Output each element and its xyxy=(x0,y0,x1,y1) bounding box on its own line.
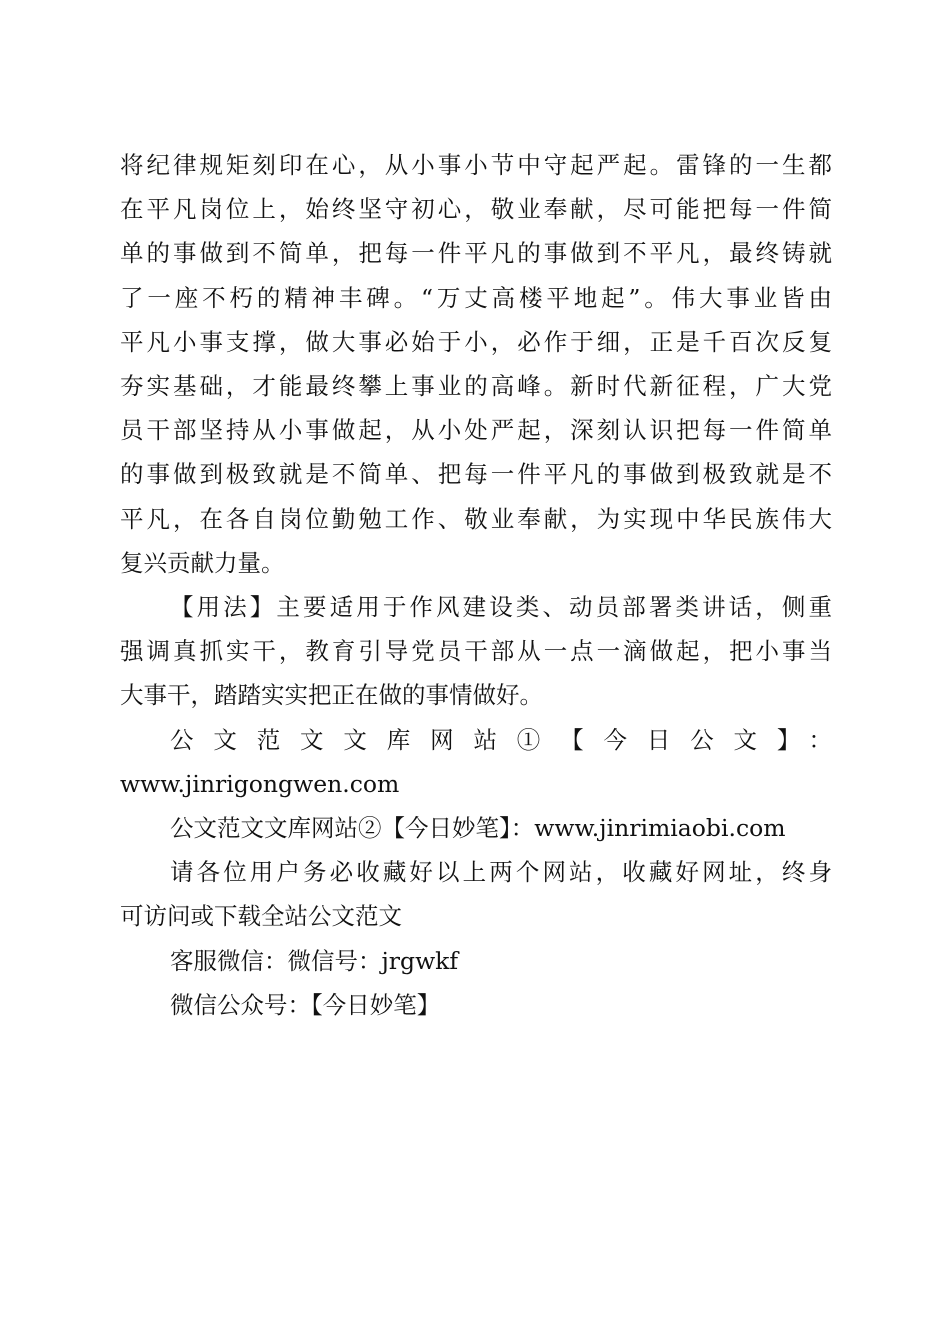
paragraph-line: 平凡小事支撑，做大事必始于小，必作于细，正是千百次反复 xyxy=(120,327,832,356)
notice-paragraph xyxy=(120,850,832,938)
paragraph-line: 了一座不朽的精神丰碑。“万丈高楼平地起”。伟大事业皆由 xyxy=(120,283,832,312)
paragraph-line: 的事做到极致就是不简单、把每一件平凡的事做到极致就是不 xyxy=(120,460,832,489)
paragraph-line: 平凡，在各自岗位勤勉工作、敬业奉献，为实现中华民族伟大 xyxy=(120,504,832,533)
site-two: 公文范文文库网站②【今日妙笔】：www.jinrimiaobi.com xyxy=(170,814,786,843)
paragraph-line: 强调真抓实干，教育引导党员干部从一点一滴做起，把小事当 xyxy=(120,637,832,666)
paragraph-line: 员干部坚持从小事做起，从小处严起，深刻认识把每一件简单 xyxy=(120,416,832,445)
paragraph-line: 可访问或下载全站公文范文 xyxy=(120,902,402,931)
paragraph-line: 请各位用户务必收藏好以上两个网站，收藏好网址，终身 xyxy=(170,858,832,887)
paragraph-line: 单的事做到不简单，把每一件平凡的事做到不平凡，最终铸就 xyxy=(120,239,832,268)
body-paragraph xyxy=(120,143,832,585)
site-one-url: www.jinrigongwen.com xyxy=(120,769,400,798)
paragraph-line: 在平凡岗位上，始终坚守初心，敬业奉献，尽可能把每一件简 xyxy=(120,195,832,224)
site-one-label: 公文范文文库网站①【今日公文】： xyxy=(170,725,832,754)
wechat-official: 微信公众号：【今日妙笔】 xyxy=(170,990,441,1019)
paragraph-line: 复兴贡献力量。 xyxy=(120,548,285,577)
paragraph-line: 夯实基础，才能最终攀上事业的高峰。新时代新征程，广大党 xyxy=(120,372,832,401)
wechat-service: 客服微信：微信号：jrgwkf xyxy=(170,946,459,975)
document-body xyxy=(120,143,832,1027)
paragraph-line: 大事干，踏踏实实把正在做的事情做好。 xyxy=(120,681,543,710)
paragraph-line: 【用法】主要适用于作风建设类、动员部署类讲话，侧重 xyxy=(170,593,832,622)
paragraph-line: 将纪律规矩刻印在心，从小事小节中守起严起。雷锋的一生都 xyxy=(120,151,832,179)
site-one xyxy=(120,718,832,806)
usage-paragraph xyxy=(120,585,832,718)
